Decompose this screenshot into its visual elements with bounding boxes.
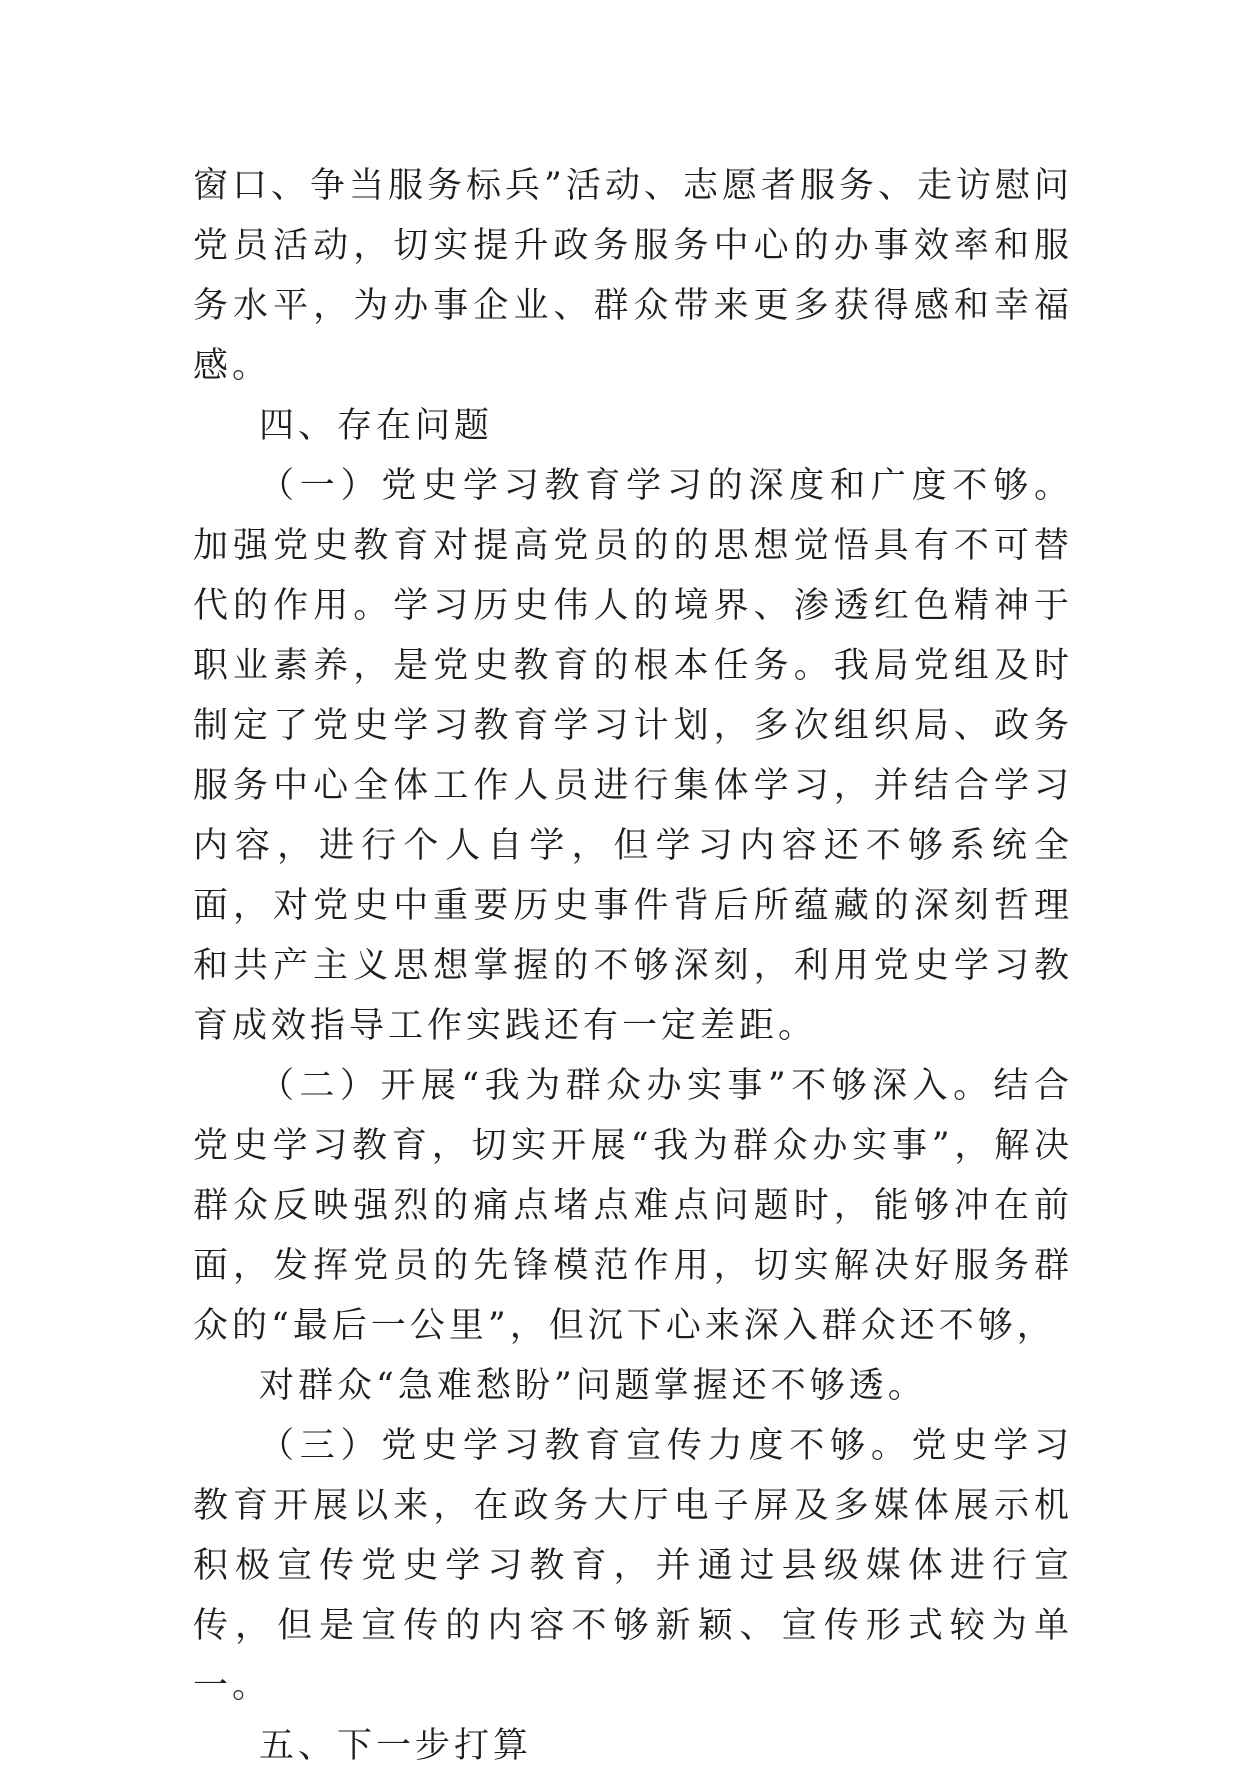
section-heading-next-steps: 五、下一步打算 <box>259 1726 533 1766</box>
paragraph-issue-practical-service-continued: 对群众“急难愁盼”问题掌握还不够透。 <box>259 1366 927 1406</box>
document-body <box>193 156 1073 1776</box>
paragraph-continuation: 窗口、争当服务标兵”活动、志愿者服务、走访慰问党员活动，切实提升政务服务中心的办事效率和服务水平，为办事企业、群众带来更多获得感和幸福感。 <box>193 166 1073 386</box>
paragraph-issue-publicity: （三）党史学习教育宣传力度不够。党史学习教育开展以来，在政务大厅电子屏及多媒体展示机积极宣传党史学习教育，并通过县级媒体进行宣传，但是宣传的内容不够新颖、宣传形式较为单一。 <box>193 1426 1073 1706</box>
paragraph-issue-study-depth: （一）党史学习教育学习的深度和广度不够。加强党史教育对提高党员的的思想觉悟具有不可替代的作用。学习历史伟人的境界、渗透红色精神于职业素养，是党史教育的根本任务。我局党组及时制定了党史学习教育学习计划，多次组织局、政务服务中心全体工作人员进行集体学习，并结合学习内容，进行个人自学，但学习内容还不够系统全面，对党史中重要历史事件背后所蕴藏的深刻哲理和共产主义思想掌握的不够深刻，利用党史学习教育成效指导工作实践还有一定差距。 <box>193 466 1073 1046</box>
section-heading-problems: 四、存在问题 <box>259 406 494 446</box>
paragraph-issue-practical-service: （二）开展“我为群众办实事”不够深入。结合党史学习教育，切实开展“我为群众办实事”，解决群众反映强烈的痛点堵点难点问题时，能够冲在前面，发挥党员的先锋模范作用，切实解决好服务群众的“最后一公里”，但沉下心来深入群众还不够， <box>193 1066 1073 1346</box>
